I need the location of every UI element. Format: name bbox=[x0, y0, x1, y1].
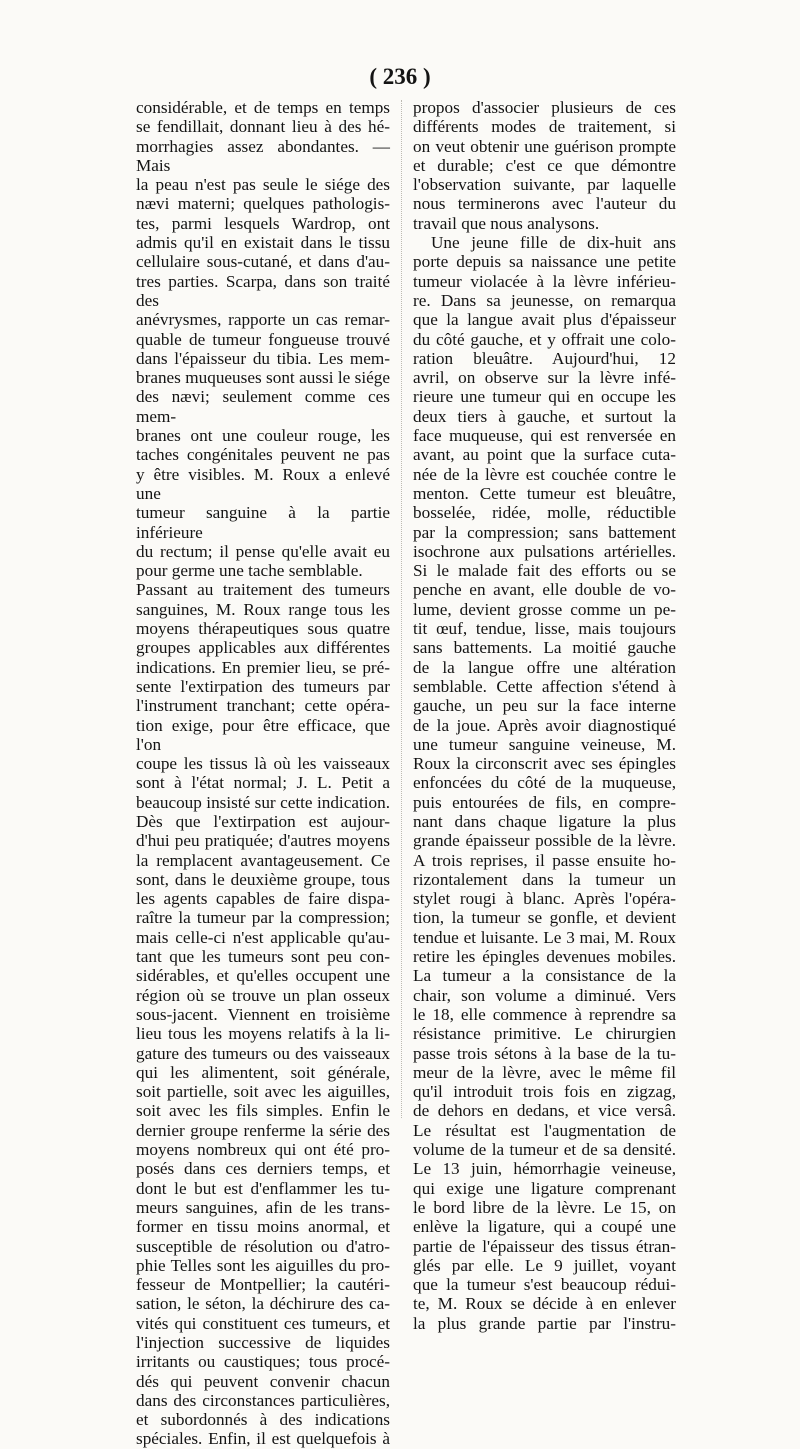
text-line: fesseur de Montpellier; la cautéri- bbox=[136, 1275, 390, 1295]
text-line: région où se trouve un plan osseux bbox=[136, 985, 390, 1005]
text-line: nous terminerons avec l'auteur du bbox=[413, 194, 676, 214]
text-line: sont, dans le deuxième groupe, tous bbox=[136, 869, 390, 889]
text-line: La tumeur a la consistance de la bbox=[413, 966, 676, 986]
text-line: tumeur violacée à la lèvre inférieu- bbox=[413, 271, 676, 291]
text-line: irritants ou caustiques; tous procé- bbox=[136, 1352, 390, 1372]
text-line: soit avec les fils simples. Enfin le bbox=[136, 1101, 390, 1121]
text-line: anévrysmes, rapporte un cas remar- bbox=[136, 310, 390, 330]
text-line: branes ont une couleur rouge, les bbox=[136, 426, 390, 446]
text-line: volume de la tumeur et de sa densité. bbox=[413, 1140, 676, 1160]
text-line: considérable, et de temps en temps bbox=[136, 98, 390, 117]
text-line: enfoncées du côté de la muqueuse, bbox=[413, 773, 676, 793]
text-line: sont à l'état normal; J. L. Petit a bbox=[136, 773, 390, 793]
text-line: le 18, elle commence à reprendre sa bbox=[413, 1004, 676, 1024]
text-line: tion exige, pour être efficace, que l'on bbox=[136, 715, 390, 754]
text-line: te, M. Roux se décide à en enlever bbox=[413, 1294, 676, 1314]
text-line: nævi materni; quelques pathologis- bbox=[136, 194, 390, 214]
text-line: dés qui peuvent convenir chacun bbox=[136, 1371, 390, 1391]
text-line: l'injection successive de liquides bbox=[136, 1333, 390, 1352]
text-line: tres parties. Scarpa, dans son traité des bbox=[136, 271, 390, 310]
text-line: différents modes de traitement, si bbox=[413, 117, 676, 137]
text-line: susceptible de résolution ou d'atro- bbox=[136, 1236, 390, 1256]
text-line: nant dans chaque ligature la plus bbox=[413, 811, 676, 831]
text-line: sation, le séton, la déchirure des ca- bbox=[136, 1294, 390, 1314]
text-line: coupe les tissus là où les vaisseaux bbox=[136, 754, 390, 774]
text-line: se fendillait, donnant lieu à des hé- bbox=[136, 117, 390, 137]
text-line: phie Telles sont les aiguilles du pro- bbox=[136, 1255, 390, 1275]
text-line: le bord libre de la lèvre. Le 15, on bbox=[413, 1197, 676, 1217]
left-column bbox=[136, 98, 390, 1449]
text-line: posés dans ces derniers temps, et bbox=[136, 1159, 390, 1179]
text-line: des nævi; seulement comme ces mem- bbox=[136, 387, 390, 426]
text-line: et durable; c'est ce que démontre bbox=[413, 155, 676, 175]
text-line: née de la lèvre est couchée contre le bbox=[413, 464, 676, 484]
text-line: que la langue avait plus d'épaisseur bbox=[413, 310, 676, 330]
text-line: former en tissu moins anormal, et bbox=[136, 1217, 390, 1237]
text-line: bosselée, ridée, molle, réductible bbox=[413, 503, 676, 523]
text-line: meurs sanguines, afin de les trans- bbox=[136, 1197, 390, 1217]
text-line: semblable. Cette affection s'étend à bbox=[413, 676, 676, 696]
text-line: sente l'extirpation des tumeurs par bbox=[136, 676, 390, 696]
text-line: et subordonnés à des indications bbox=[136, 1410, 390, 1430]
text-line: par la compression; sans battement bbox=[413, 522, 676, 542]
text-line: isochrone aux pulsations artérielles. bbox=[413, 541, 676, 561]
text-line: passe trois sétons à la base de la tu- bbox=[413, 1043, 676, 1063]
text-line: que la tumeur s'est beaucoup rédui- bbox=[413, 1275, 676, 1295]
text-line: de dehors en dedans, et vice versâ. bbox=[413, 1101, 676, 1121]
text-line: partie de l'épaisseur des tissus étran- bbox=[413, 1236, 676, 1256]
text-line: travail que nous analysons. bbox=[413, 213, 600, 233]
text-line: moyens nombreux qui ont été pro- bbox=[136, 1140, 390, 1160]
text-line: l'instrument tranchant; cette opéra- bbox=[136, 696, 390, 716]
text-line: menton. Cette tumeur est bleuâtre, bbox=[413, 483, 676, 503]
text-line: tes, parmi lesquels Wardrop, ont bbox=[136, 213, 390, 233]
text-line: résistance primitive. Le chirurgien bbox=[413, 1024, 676, 1044]
text-line: l'observation suivante, par laquelle bbox=[413, 175, 676, 195]
right-column bbox=[413, 98, 676, 1333]
text-line: sidérables, et qu'elles occupent une bbox=[136, 966, 390, 986]
text-line: taches congénitales peuvent ne pas bbox=[136, 445, 390, 465]
text-line: sans battements. La moitié gauche bbox=[413, 638, 676, 658]
text-line: Si le malade fait des efforts ou se bbox=[413, 561, 676, 581]
text-line: porte depuis sa naissance une petite bbox=[413, 252, 676, 272]
text-line: meur de la lèvre, avec le même fil bbox=[413, 1062, 676, 1082]
text-line: quable de tumeur fongueuse trouvé bbox=[136, 329, 390, 349]
text-line: Dès que l'extirpation est aujour- bbox=[136, 811, 390, 831]
text-line: Roux la circonscrit avec ses épingles bbox=[413, 754, 676, 774]
text-line: du rectum; il pense qu'elle avait eu bbox=[136, 541, 390, 561]
text-line: groupes applicables aux différentes bbox=[136, 638, 390, 658]
text-line: deux tiers à gauche, et surtout la bbox=[413, 406, 676, 426]
text-line: glés par elle. Le 9 juillet, voyant bbox=[413, 1255, 676, 1275]
text-line: dans l'épaisseur du tibia. Les mem- bbox=[136, 348, 390, 368]
text-line: rizontalement dans la tumeur un bbox=[413, 869, 676, 889]
text-line: gauche, un peu sur la face interne bbox=[413, 696, 676, 716]
text-line: gature des tumeurs ou des vaisseaux bbox=[136, 1043, 390, 1063]
text-line: avant, au point que la surface cuta- bbox=[413, 445, 676, 465]
text-line: qu'il introduit trois fois en zigzag, bbox=[413, 1082, 676, 1102]
text-line: qui les alimentent, soit générale, bbox=[136, 1062, 390, 1082]
text-line: Le résultat est l'augmentation de bbox=[413, 1120, 676, 1140]
text-line: on veut obtenir une guérison prompte bbox=[413, 136, 676, 156]
text-line: indications. En premier lieu, se pré- bbox=[136, 657, 390, 677]
text-line: la peau n'est pas seule le siége des bbox=[136, 175, 390, 195]
text-line: tion, la tumeur se gonfle, et devient bbox=[413, 908, 676, 928]
text-line: cellulaire sous-cutané, et dans d'au- bbox=[136, 252, 390, 272]
text-line: moyens thérapeutiques sous quatre bbox=[136, 619, 390, 639]
text-line: A trois reprises, il passe ensuite ho- bbox=[413, 850, 676, 870]
text-line: dernier groupe renferme la série des bbox=[136, 1120, 390, 1140]
text-line: tendue et luisante. Le 3 mai, M. Roux bbox=[413, 927, 676, 947]
text-line: pour germe une tache semblable. bbox=[136, 561, 363, 581]
text-line: tit œuf, tendue, lisse, mais toujours bbox=[413, 619, 676, 639]
text-line: admis qu'il en existait dans le tissu bbox=[136, 233, 390, 253]
text-line: sanguines, M. Roux range tous les bbox=[136, 599, 390, 619]
text-line: Le 13 juin, hémorrhagie veineuse, bbox=[413, 1159, 676, 1179]
column-divider bbox=[401, 100, 402, 1118]
text-line: Passant au traitement des tumeurs bbox=[136, 580, 390, 600]
text-line: spéciales. Enfin, il est quelquefois à bbox=[136, 1429, 390, 1449]
page-number: ( 236 ) bbox=[369, 64, 431, 89]
text-line: ration bleuâtre. Aujourd'hui, 12 bbox=[413, 348, 676, 368]
text-line: y être visibles. M. Roux a enlevé une bbox=[136, 464, 390, 503]
text-line: retire les épingles devenues mobiles. bbox=[413, 947, 676, 967]
text-line: vités qui constituent ces tumeurs, et bbox=[136, 1313, 390, 1333]
text-line: de la langue offre une altération bbox=[413, 657, 676, 677]
text-line: lume, devient grosse comme un pe- bbox=[413, 599, 676, 619]
text-line: morrhagies assez abondantes. — Mais bbox=[136, 136, 390, 175]
text-line: mais celle-ci n'est applicable qu'au- bbox=[136, 927, 390, 947]
text-line: qui exige une ligature comprenant bbox=[413, 1178, 676, 1198]
text-line: avril, on observe sur la lèvre infé- bbox=[413, 368, 676, 388]
text-line: Une jeune fille de dix-huit ans bbox=[431, 233, 676, 253]
text-line: tant que les tumeurs sont peu con- bbox=[136, 947, 390, 967]
text-line: une tumeur sanguine veineuse, M. bbox=[413, 734, 676, 754]
text-line: la remplacent avantageusement. Ce bbox=[136, 850, 390, 870]
text-line: les agents capables de faire dispa- bbox=[136, 889, 390, 909]
text-line: tumeur sanguine à la partie inférieure bbox=[136, 503, 390, 542]
text-line: penche en avant, elle double de vo- bbox=[413, 580, 676, 600]
text-line: face muqueuse, qui est renversée en bbox=[413, 426, 676, 446]
text-line: dans des circonstances particulières, bbox=[136, 1390, 390, 1410]
text-line: grande épaisseur possible de la lèvre. bbox=[413, 831, 676, 851]
text-line: la plus grande partie par l'instru- bbox=[413, 1313, 676, 1333]
text-line: stylet rougi à blanc. Après l'opéra- bbox=[413, 889, 676, 909]
text-line: puis entourées de fils, en compre- bbox=[413, 792, 676, 812]
text-line: beaucoup insisté sur cette indication. bbox=[136, 792, 390, 812]
text-line: sous-jacent. Viennent en troisième bbox=[136, 1004, 390, 1024]
text-line: enlève la ligature, qui a coupé une bbox=[413, 1217, 676, 1237]
text-line: rieure une tumeur qui en occupe les bbox=[413, 387, 676, 407]
text-line: lieu tous les moyens relatifs à la li- bbox=[136, 1024, 390, 1044]
text-line: propos d'associer plusieurs de ces bbox=[413, 98, 676, 117]
text-line: chair, son volume a diminué. Vers bbox=[413, 985, 676, 1005]
text-line: du côté gauche, et y offrait une colo- bbox=[413, 329, 676, 349]
text-line: de la joue. Après avoir diagnostiqué bbox=[413, 715, 676, 735]
text-line: dont le but est d'enflammer les tu- bbox=[136, 1178, 390, 1198]
text-line: soit partielle, soit avec les aiguilles, bbox=[136, 1082, 390, 1102]
text-line: d'hui peu pratiquée; d'autres moyens bbox=[136, 831, 390, 851]
text-line: re. Dans sa jeunesse, on remarqua bbox=[413, 290, 676, 310]
text-line: branes muqueuses sont aussi le siége bbox=[136, 368, 390, 388]
text-line: raître la tumeur par la compression; bbox=[136, 908, 390, 928]
